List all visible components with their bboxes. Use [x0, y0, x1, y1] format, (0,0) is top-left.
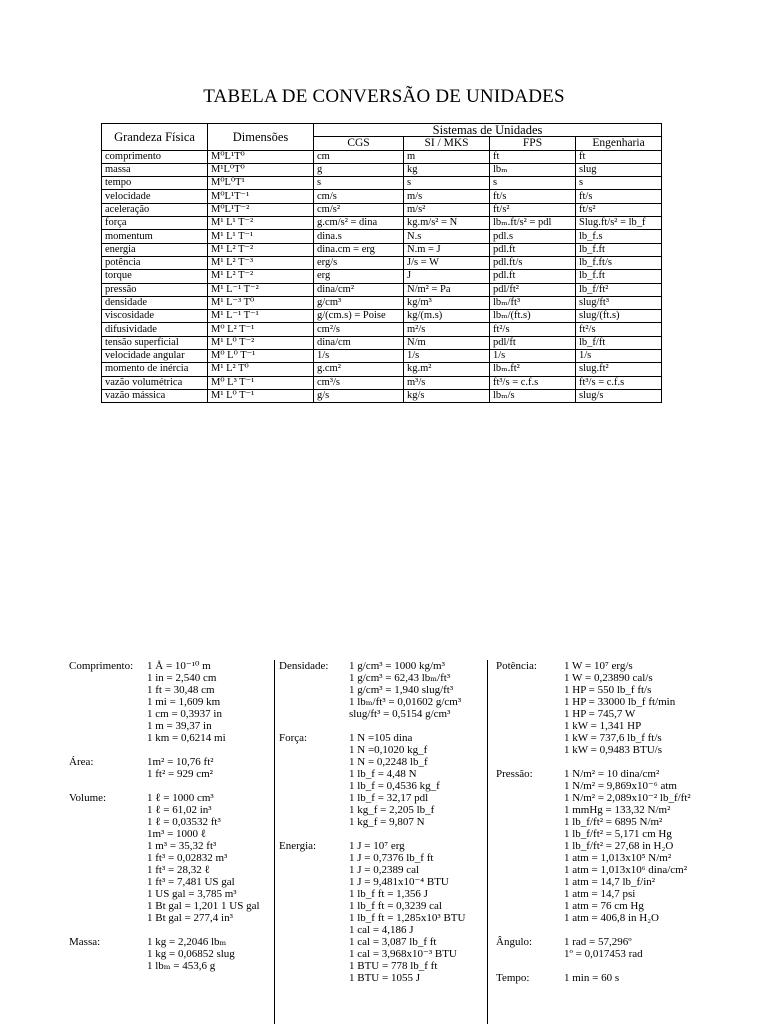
table-cell: 1/s — [404, 350, 490, 363]
conversion-line: 1 ℓ = 1000 cm³ — [147, 792, 214, 804]
table-cell: N/m² = Pa — [404, 283, 490, 296]
table-cell: slug — [576, 163, 662, 176]
table-cell: kg/s — [404, 389, 490, 402]
table-cell: massa — [102, 163, 208, 176]
table-cell: torque — [102, 270, 208, 283]
table-cell: M⁰L⁰T¹ — [208, 177, 314, 190]
header-si: SI / MKS — [404, 137, 490, 150]
table-cell: dina/cm — [314, 336, 404, 349]
table-cell: ft — [576, 150, 662, 163]
conversion-line: 1 Å = 10⁻¹⁰ m — [147, 660, 211, 672]
table-cell: g.cm² — [314, 363, 404, 376]
table-row — [102, 350, 662, 363]
table-cell: pdl/ft — [490, 336, 576, 349]
table-cell: lbₘ/ft³ — [490, 296, 576, 309]
table-cell: aceleração — [102, 203, 208, 216]
conversion-line: 1 J = 0,2389 cal — [349, 864, 420, 876]
conversion-line: 1 lb_f ft = 0,3239 cal — [349, 900, 442, 912]
section-label: Densidade: — [279, 660, 329, 672]
section-label: Tempo: — [496, 972, 530, 984]
table-cell: cm²/s — [314, 323, 404, 336]
conversion-line: 1m³ = 1000 ℓ — [147, 828, 207, 840]
conversion-line: 1º = 0,017453 rad — [564, 948, 643, 960]
table-cell: momento de inércia — [102, 363, 208, 376]
table-cell: cm/s² — [314, 203, 404, 216]
table-cell: ft³/s = c.f.s — [490, 376, 576, 389]
conversion-line: 1 mmHg = 133,32 N/m² — [564, 804, 671, 816]
table-cell: J — [404, 270, 490, 283]
table-row — [102, 217, 662, 230]
table-cell: lb_f/ft — [576, 336, 662, 349]
section-label: Massa: — [69, 936, 101, 948]
section-label: Força: — [279, 732, 308, 744]
conversion-line: 1 kW = 737,6 lb_f ft/s — [564, 732, 662, 744]
table-cell: M¹ L⁰ T⁻¹ — [208, 389, 314, 402]
conversion-line: 1 g/cm³ = 62,43 lbₘ/ft³ — [349, 672, 451, 684]
conversion-line: 1 lb_f ft = 1,285x10³ BTU — [349, 912, 466, 924]
conversion-column-2 — [279, 660, 484, 984]
conversion-section — [279, 840, 484, 984]
table-cell: potência — [102, 256, 208, 269]
conversion-line: 1 km = 0,6214 mi — [147, 732, 226, 744]
table-cell: velocidade — [102, 190, 208, 203]
conversion-line: 1 lb_f = 4,48 N — [349, 768, 417, 780]
conversion-line: 1 N =0,1020 kg_f — [349, 744, 428, 756]
conversion-line: 1 kg = 0,06852 slug — [147, 948, 235, 960]
table-cell: pdl.ft — [490, 243, 576, 256]
table-cell: erg — [314, 270, 404, 283]
conversion-section — [69, 936, 269, 972]
table-cell: M⁰ L² T⁻¹ — [208, 323, 314, 336]
table-cell: slug.ft² — [576, 363, 662, 376]
header-systems: Sistemas de Unidades — [314, 124, 662, 137]
table-row — [102, 336, 662, 349]
table-cell: comprimento — [102, 150, 208, 163]
conversion-line: 1 kW = 0,9483 BTU/s — [564, 744, 662, 756]
conversion-line: 1 HP = 550 lb_f ft/s — [564, 684, 652, 696]
table-cell: lb_f.ft/s — [576, 256, 662, 269]
table-cell: pdl.ft/s — [490, 256, 576, 269]
table-cell: vazão volumétrica — [102, 376, 208, 389]
table-cell: lbₘ/s — [490, 389, 576, 402]
table-cell: m³/s — [404, 376, 490, 389]
table-cell: M¹ L⁻³ T⁰ — [208, 296, 314, 309]
header-fps: FPS — [490, 137, 576, 150]
table-cell: lb_f/ft² — [576, 283, 662, 296]
conversion-line: 1 ℓ = 0,03532 ft³ — [147, 816, 221, 828]
table-row — [102, 363, 662, 376]
table-cell: M⁰L¹T⁻² — [208, 203, 314, 216]
table-cell: força — [102, 217, 208, 230]
table-cell: s — [576, 177, 662, 190]
conversion-line: 1 lb_f = 32,17 pdl — [349, 792, 429, 804]
table-cell: N/m — [404, 336, 490, 349]
conversion-line: 1 atm = 406,8 in H₂O — [564, 912, 659, 924]
table-row — [102, 283, 662, 296]
conversion-line: 1 m³ = 35,32 ft³ — [147, 840, 217, 852]
units-table — [101, 123, 662, 403]
page-title: TABELA DE CONVERSÃO DE UNIDADES — [203, 86, 565, 107]
section-label: Energia: — [279, 840, 317, 852]
table-cell: m — [404, 150, 490, 163]
conversion-line: 1 lb_f/ft² = 27,68 in H₂O — [564, 840, 674, 852]
table-cell: g — [314, 163, 404, 176]
conversion-line: 1 lbₘ/ft³ = 0,01602 g/cm³ — [349, 696, 462, 708]
conversion-line: 1 ft³ = 0,02832 m³ — [147, 852, 228, 864]
conversion-line: 1 kg = 2,2046 lbₘ — [147, 936, 227, 948]
conversion-line: 1 m = 39,37 in — [147, 720, 212, 732]
table-cell: Slug.ft/s² = lb_f — [576, 217, 662, 230]
conversion-line: 1 atm = 1,013x10⁶ dina/cm² — [564, 864, 688, 876]
table-cell: M¹ L² T⁻² — [208, 243, 314, 256]
conversion-section — [496, 768, 706, 924]
conversion-line: 1 HP = 745,7 W — [564, 708, 636, 720]
table-cell: 1/s — [314, 350, 404, 363]
conversion-line: 1 g/cm³ = 1,940 slug/ft³ — [349, 684, 454, 696]
conversion-line: 1 J = 10⁷ erg — [349, 840, 405, 852]
header-eng: Engenharia — [576, 137, 662, 150]
conversion-column-3 — [496, 660, 706, 984]
conversion-line: 1 kg_f = 2,205 lb_f — [349, 804, 435, 816]
table-cell: N.m = J — [404, 243, 490, 256]
table-cell: M⁰L¹T⁻¹ — [208, 190, 314, 203]
conversion-line: 1 J = 9,481x10⁻⁴ BTU — [349, 876, 449, 888]
conversion-line: 1 lb_f = 0,4536 kg_f — [349, 780, 440, 792]
conversion-line: 1 N/m² = 2,089x10⁻² lb_f/ft² — [564, 792, 691, 804]
table-cell: cm/s — [314, 190, 404, 203]
table-cell: s — [314, 177, 404, 190]
conversion-line: 1 atm = 76 cm Hg — [564, 900, 644, 912]
table-cell: kg/m³ — [404, 296, 490, 309]
conversion-column-1 — [69, 660, 269, 972]
table-cell: densidade — [102, 296, 208, 309]
table-cell: M⁰ L⁰ T⁻¹ — [208, 350, 314, 363]
table-cell: viscosidade — [102, 310, 208, 323]
conversion-line: 1 lb_f/ft² = 5,171 cm Hg — [564, 828, 672, 840]
table-cell: pressão — [102, 283, 208, 296]
table-cell: s — [490, 177, 576, 190]
table-cell: 1/s — [576, 350, 662, 363]
conversion-line: 1 mi = 1,609 km — [147, 696, 221, 708]
table-cell: erg/s — [314, 256, 404, 269]
conversion-section — [279, 660, 484, 720]
table-cell: M⁰ L³ T⁻¹ — [208, 376, 314, 389]
table-row — [102, 203, 662, 216]
table-cell: momentum — [102, 230, 208, 243]
conversion-line: 1 J = 0,7376 lb_f ft — [349, 852, 434, 864]
table-cell: M¹ L⁻¹ T⁻¹ — [208, 310, 314, 323]
table-cell: lbₘ.ft/s² = pdl — [490, 217, 576, 230]
table-cell: ft²/s — [576, 323, 662, 336]
table-cell: M¹ L² T⁻² — [208, 270, 314, 283]
table-cell: M¹ L¹ T⁻² — [208, 217, 314, 230]
table-cell: kg.m/s² = N — [404, 217, 490, 230]
table-row — [102, 323, 662, 336]
conversion-line: 1 W = 0,23890 cal/s — [564, 672, 653, 684]
table-cell: lbₘ/(ft.s) — [490, 310, 576, 323]
table-row — [102, 163, 662, 176]
table-cell: lbₘ — [490, 163, 576, 176]
conversion-line: 1 atm = 14,7 psi — [564, 888, 636, 900]
table-cell: M¹ L² T⁻³ — [208, 256, 314, 269]
table-cell: g/(cm.s) = Poise — [314, 310, 404, 323]
section-label: Área: — [69, 756, 94, 768]
conversion-line: slug/ft³ = 0,5154 g/cm³ — [349, 708, 451, 720]
table-cell: g/cm³ — [314, 296, 404, 309]
table-cell: ft³/s = c.f.s — [576, 376, 662, 389]
table-cell: tensão superficial — [102, 336, 208, 349]
conversion-line: 1 g/cm³ = 1000 kg/m³ — [349, 660, 445, 672]
table-cell: pdl.s — [490, 230, 576, 243]
table-cell: difusividade — [102, 323, 208, 336]
conversion-line: 1 HP = 33000 lb_f ft/min — [564, 696, 676, 708]
conversion-line: 1 Bt gal = 1,201 1 US gal — [147, 900, 260, 912]
conversion-line: 1 US gal = 3,785 m³ — [147, 888, 237, 900]
conversion-line: 1 cm = 0,3937 in — [147, 708, 222, 720]
column-divider — [274, 660, 275, 1024]
conversion-section — [496, 972, 706, 984]
table-row — [102, 256, 662, 269]
conversion-line: 1 N =105 dina — [349, 732, 413, 744]
table-cell: pdl.ft — [490, 270, 576, 283]
table-row — [102, 296, 662, 309]
conversion-line: 1 in = 2,540 cm — [147, 672, 217, 684]
conversion-line: 1 ft² = 929 cm² — [147, 768, 213, 780]
conversion-line: 1 ft³ = 28,32 ℓ — [147, 864, 210, 876]
table-cell: vazão mássica — [102, 389, 208, 402]
header-quantity: Grandeza Física — [102, 124, 208, 151]
table-cell: slug/ft³ — [576, 296, 662, 309]
conversion-line: 1 N = 0,2248 lb_f — [349, 756, 428, 768]
conversion-section — [279, 732, 484, 828]
table-cell: g/s — [314, 389, 404, 402]
table-cell: M¹ L² T⁰ — [208, 363, 314, 376]
conversion-line: 1 cal = 3,087 lb_f ft — [349, 936, 437, 948]
table-row — [102, 177, 662, 190]
table-cell: slug/s — [576, 389, 662, 402]
table-cell: 1/s — [490, 350, 576, 363]
conversion-line: 1 N/m² = 10 dina/cm² — [564, 768, 660, 780]
section-label: Pressão: — [496, 768, 533, 780]
section-label: Potência: — [496, 660, 537, 672]
conversion-line: 1 BTU = 1055 J — [349, 972, 420, 984]
table-cell: lb_f.ft — [576, 243, 662, 256]
section-label: Comprimento: — [69, 660, 134, 672]
table-cell: M¹ L⁰ T⁻² — [208, 336, 314, 349]
table-cell: M¹L⁰T⁰ — [208, 163, 314, 176]
table-cell: energia — [102, 243, 208, 256]
table-cell: ft/s² — [576, 203, 662, 216]
table-cell: cm — [314, 150, 404, 163]
table-row — [102, 310, 662, 323]
table-cell: ft — [490, 150, 576, 163]
conversion-line: 1 W = 10⁷ erg/s — [564, 660, 633, 672]
table-row — [102, 389, 662, 402]
conversion-line: 1 atm = 1,013x10⁵ N/m² — [564, 852, 672, 864]
table-cell: lb_f.ft — [576, 270, 662, 283]
table-row — [102, 230, 662, 243]
conversion-line: 1 ft³ = 7,481 US gal — [147, 876, 235, 888]
conversion-section — [69, 660, 269, 744]
table-cell: lbₘ.ft² — [490, 363, 576, 376]
table-cell: s — [404, 177, 490, 190]
section-label: Volume: — [69, 792, 107, 804]
table-cell: g.cm/s² = dina — [314, 217, 404, 230]
conversion-line: 1 BTU = 778 lb_f ft — [349, 960, 438, 972]
conversion-line: 1m² = 10,76 ft² — [147, 756, 214, 768]
conversion-line: 1 ℓ = 61,02 in³ — [147, 804, 212, 816]
table-cell: ft²/s — [490, 323, 576, 336]
conversion-line: 1 lb_f ft = 1,356 J — [349, 888, 428, 900]
table-row — [102, 150, 662, 163]
table-row — [102, 376, 662, 389]
table-cell: J/s = W — [404, 256, 490, 269]
table-cell: dina.cm = erg — [314, 243, 404, 256]
table-cell: dina.s — [314, 230, 404, 243]
table-cell: N.s — [404, 230, 490, 243]
table-cell: m/s — [404, 190, 490, 203]
table-cell: m/s² — [404, 203, 490, 216]
table-cell: cm³/s — [314, 376, 404, 389]
conversion-line: 1 cal = 3,968x10⁻³ BTU — [349, 948, 457, 960]
conversion-line: 1 cal = 4,186 J — [349, 924, 414, 936]
conversion-line: 1 lb_f/ft² = 6895 N/m² — [564, 816, 663, 828]
conversion-section — [496, 660, 706, 756]
table-cell: velocidade angular — [102, 350, 208, 363]
table-cell: m²/s — [404, 323, 490, 336]
table-cell: kg — [404, 163, 490, 176]
conversion-line: 1 lbₘ = 453,6 g — [147, 960, 216, 972]
conversion-line: 1 Bt gal = 277,4 in³ — [147, 912, 233, 924]
table-cell: tempo — [102, 177, 208, 190]
conversion-section — [69, 792, 269, 924]
conversion-section — [496, 936, 706, 960]
conversion-line: 1 kW = 1,341 HP — [564, 720, 642, 732]
table-row — [102, 190, 662, 203]
table-cell: ft/s — [576, 190, 662, 203]
conversion-line: 1 ft = 30,48 cm — [147, 684, 215, 696]
table-cell: kg/(m.s) — [404, 310, 490, 323]
conversion-line: 1 min = 60 s — [564, 972, 620, 984]
table-cell: kg.m² — [404, 363, 490, 376]
conversion-line: 1 atm = 14,7 lb_f/in² — [564, 876, 656, 888]
table-cell: M¹ L⁻¹ T⁻² — [208, 283, 314, 296]
table-cell: pdl/ft² — [490, 283, 576, 296]
table-row — [102, 270, 662, 283]
table-cell: ft/s — [490, 190, 576, 203]
conversion-section — [69, 756, 269, 780]
table-cell: dina/cm² — [314, 283, 404, 296]
conversion-line: 1 rad = 57,296º — [564, 936, 632, 948]
conversion-line: 1 kg_f = 9,807 N — [349, 816, 425, 828]
table-cell: slug/(ft.s) — [576, 310, 662, 323]
table-cell: M⁰L¹T⁰ — [208, 150, 314, 163]
conversion-line: 1 N/m² = 9,869x10⁻⁶ atm — [564, 780, 677, 792]
header-dimensions: Dimensões — [208, 124, 314, 151]
section-label: Ângulo: — [496, 936, 533, 948]
table-cell: M¹ L¹ T⁻¹ — [208, 230, 314, 243]
header-cgs: CGS — [314, 137, 404, 150]
table-row — [102, 243, 662, 256]
column-divider — [487, 660, 488, 1024]
table-cell: lb_f.s — [576, 230, 662, 243]
table-cell: ft/s² — [490, 203, 576, 216]
